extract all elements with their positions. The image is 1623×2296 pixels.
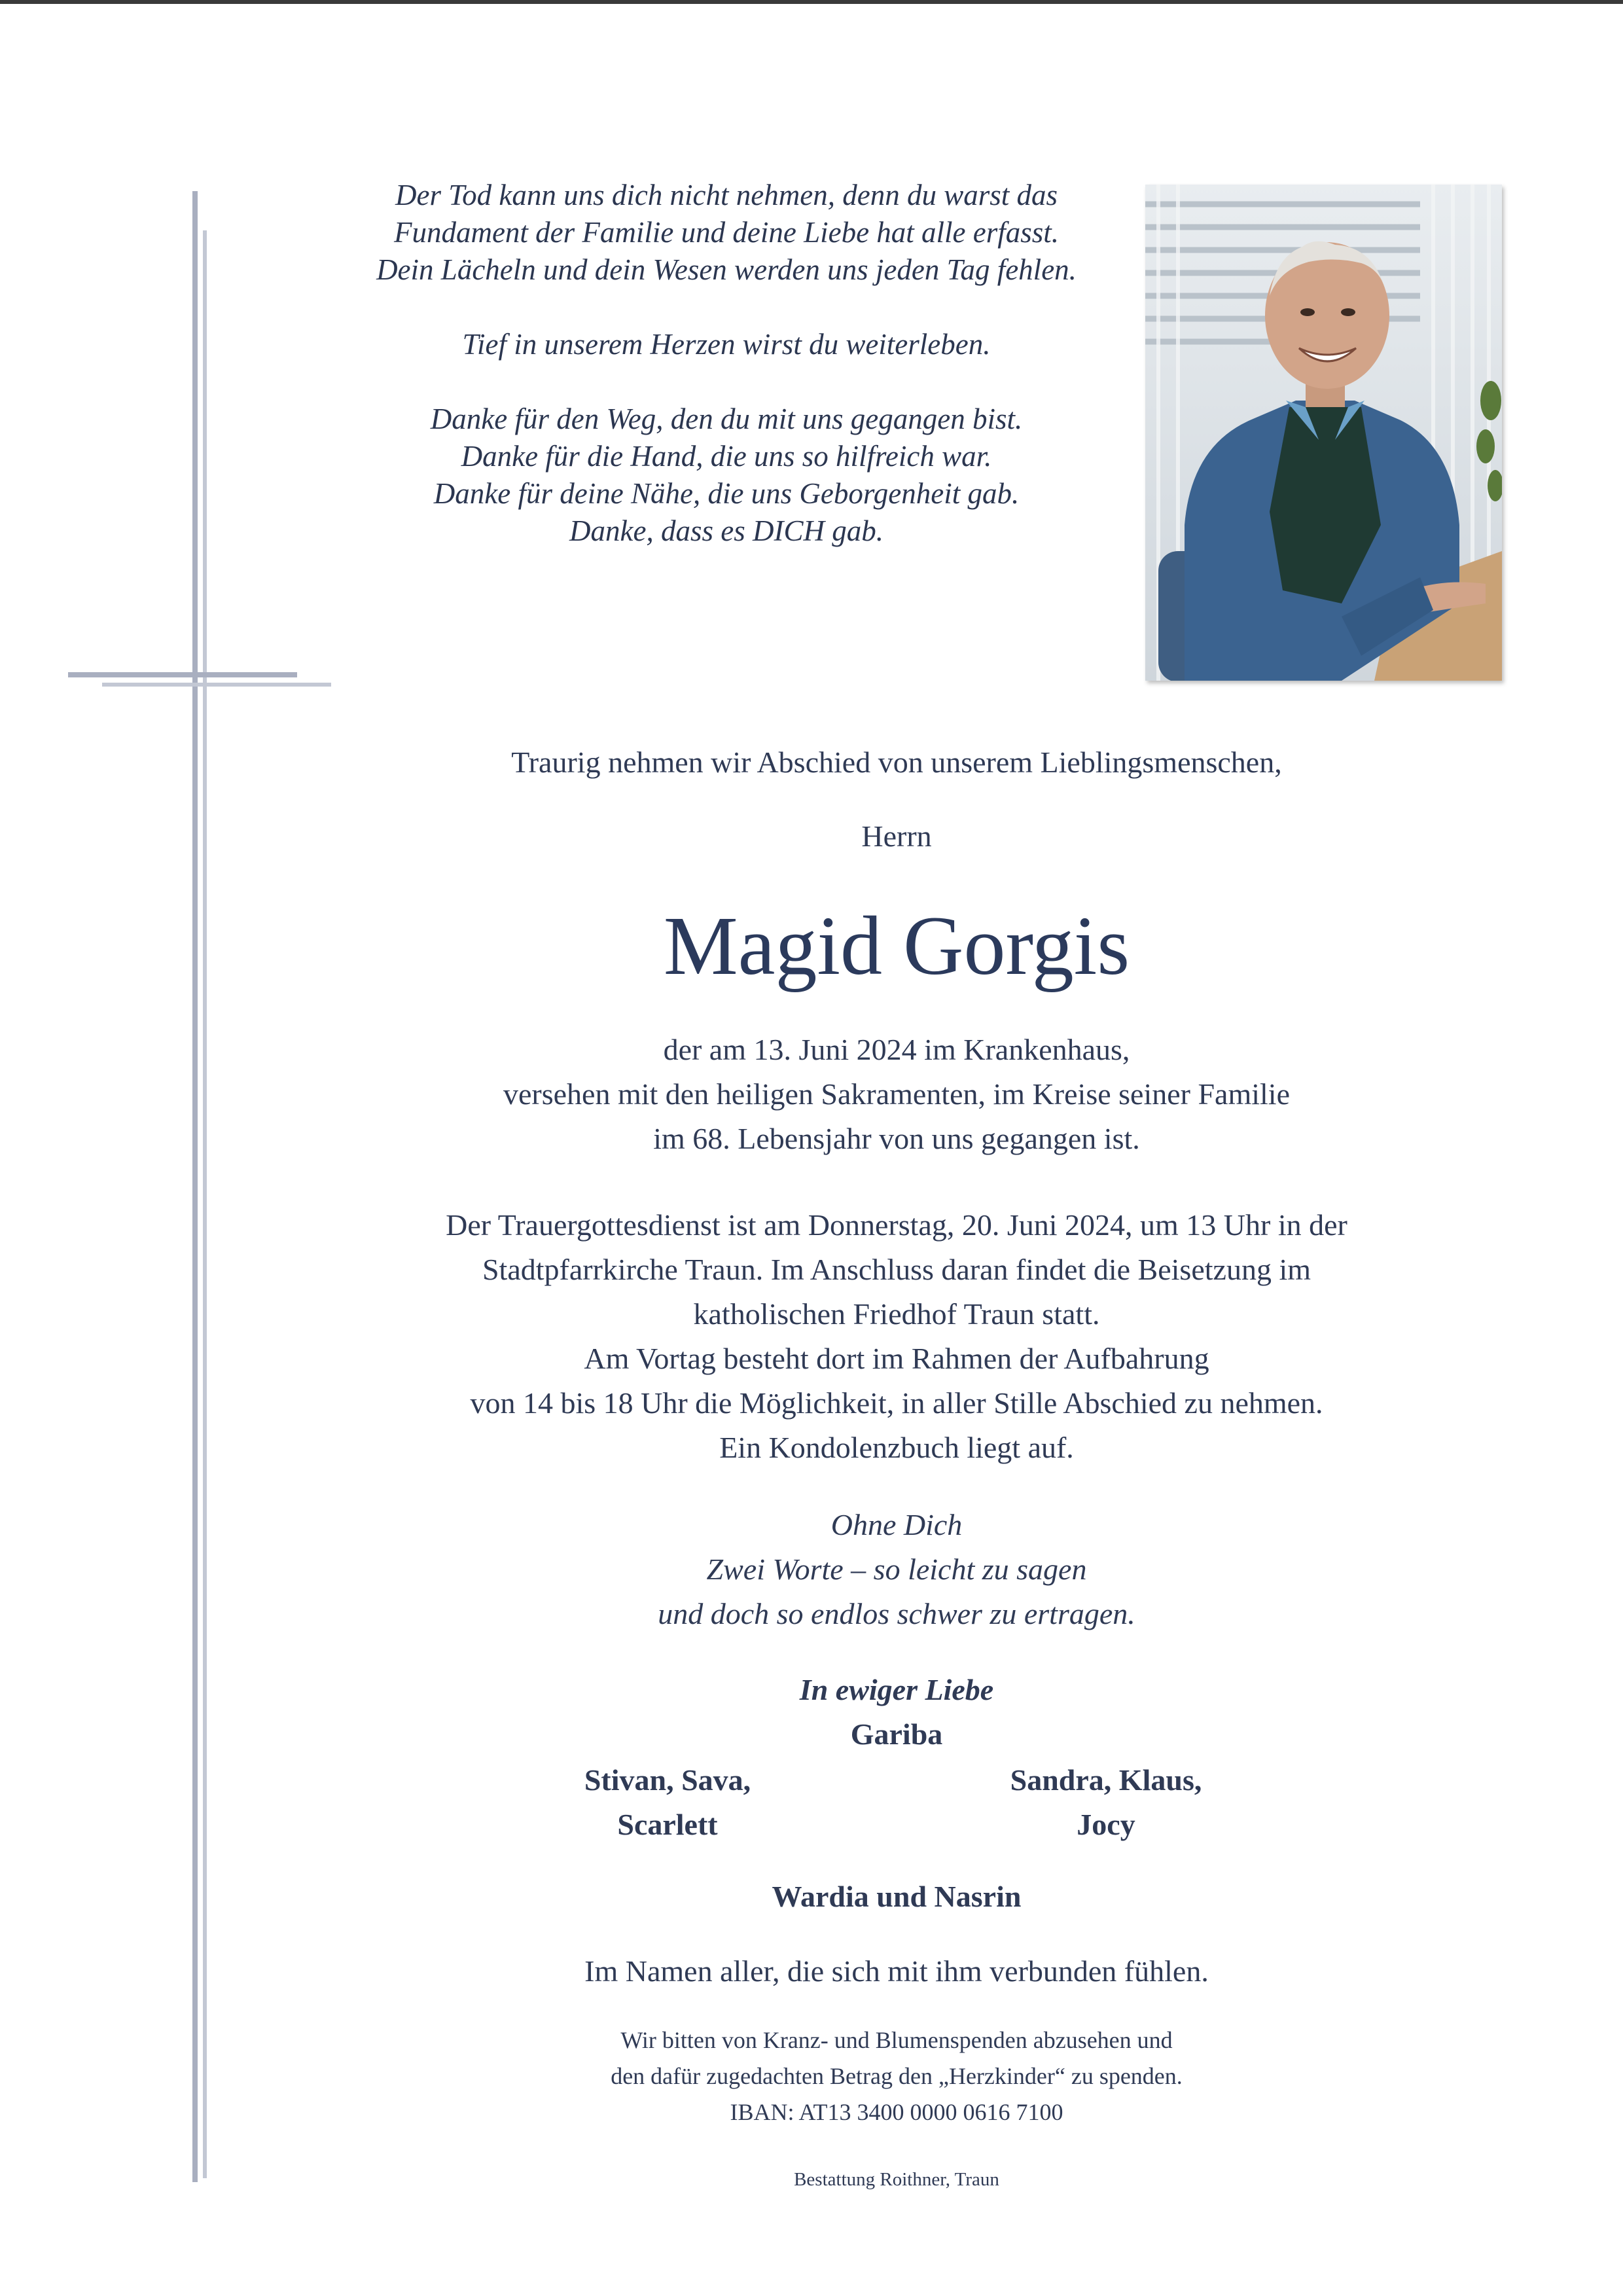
- poem-line: Der Tod kann uns dich nicht nehmen, denn du warst das: [395, 179, 1058, 211]
- portrait-photo: [1145, 185, 1502, 681]
- cross-horizontal-beam: [68, 672, 297, 677]
- death-line: im 68. Lebensjahr von uns gegangen ist.: [653, 1122, 1140, 1155]
- service-details: [262, 1203, 1531, 1470]
- poem-line: Danke für den Weg, den du mit uns gegangen bist.: [430, 403, 1023, 435]
- mourner-others: Wardia und Nasrin: [772, 1880, 1022, 1913]
- mourner-line: Scarlett: [617, 1808, 718, 1841]
- mourner-spouse: Gariba: [850, 1717, 943, 1751]
- service-line: Am Vortag besteht dort im Rahmen der Aufbahrung: [584, 1342, 1209, 1375]
- salutation: Herrn: [861, 819, 932, 853]
- cross-horizontal-shadow: [102, 683, 331, 687]
- poem-line: Tief in unserem Herzen wirst du weiterleben.: [462, 328, 991, 361]
- poem-line: Danke für deine Nähe, die uns Geborgenheit gab.: [433, 477, 1020, 510]
- death-line: der am 13. Juni 2024 im Krankenhaus,: [663, 1033, 1130, 1066]
- service-line: von 14 bis 18 Uhr die Möglichkeit, in aller Stille Abschied zu nehmen.: [470, 1386, 1323, 1420]
- mourner-line: Sandra, Klaus,: [1010, 1763, 1202, 1797]
- closing-line: Im Namen aller, die sich mit ihm verbunden fühlen.: [584, 1954, 1209, 1988]
- cross-vertical-beam: [192, 191, 198, 2182]
- donation-request: [262, 2022, 1531, 2130]
- service-line: Der Trauergottesdienst ist am Donnerstag, 20. Juni 2024, um 13 Uhr in der: [446, 1208, 1347, 1242]
- death-line: versehen mit den heiligen Sakramenten, im Kreise seiner Familie: [503, 1077, 1291, 1111]
- closing-quote: [262, 1503, 1531, 1636]
- poem-line: Danke für die Hand, die uns so hilfreich war.: [461, 440, 992, 473]
- opening-poem: [301, 177, 1152, 550]
- donation-iban: IBAN: AT13 3400 0000 0616 7100: [730, 2099, 1063, 2125]
- quote-line: Ohne Dich: [830, 1508, 963, 1541]
- mourner-group-left: [537, 1758, 798, 1847]
- cross-vertical-shadow: [203, 230, 207, 2178]
- poem-line: Fundament der Familie und deine Liebe hat alle erfasst.: [393, 216, 1060, 249]
- mourner-line: Jocy: [1077, 1808, 1135, 1841]
- mourner-group-right: [975, 1758, 1237, 1847]
- service-line: katholischen Friedhof Traun statt.: [693, 1297, 1100, 1331]
- quote-line: Zwei Worte – so leicht zu sagen: [706, 1552, 1087, 1586]
- quote-line: und doch so endlos schwer zu ertragen.: [658, 1597, 1135, 1630]
- mourner-line: Stivan, Sava,: [584, 1763, 751, 1797]
- mourners-heading: In ewiger Liebe: [799, 1673, 994, 1706]
- service-line: Stadtpfarrkirche Traun. Im Anschluss daran findet die Beisetzung im: [482, 1253, 1311, 1286]
- funeral-home: Bestattung Roithner, Traun: [794, 2169, 999, 2190]
- poem-line: Danke, dass es DICH gab.: [569, 514, 883, 547]
- top-border-line: [0, 0, 1623, 4]
- service-line: Ein Kondolenzbuch liegt auf.: [719, 1431, 1074, 1464]
- donation-line: Wir bitten von Kranz- und Blumenspenden abzusehen und: [620, 2027, 1173, 2053]
- deceased-name: Magid Gorgis: [663, 899, 1130, 992]
- intro-line: Traurig nehmen wir Abschied von unserem Lieblingsmenschen,: [511, 745, 1282, 779]
- poem-line: Dein Lächeln und dein Wesen werden uns jeden Tag fehlen.: [376, 253, 1077, 286]
- donation-line: den dafür zugedachten Betrag den „Herzkinder“ zu spenden.: [611, 2063, 1183, 2089]
- death-details: [262, 1028, 1531, 1161]
